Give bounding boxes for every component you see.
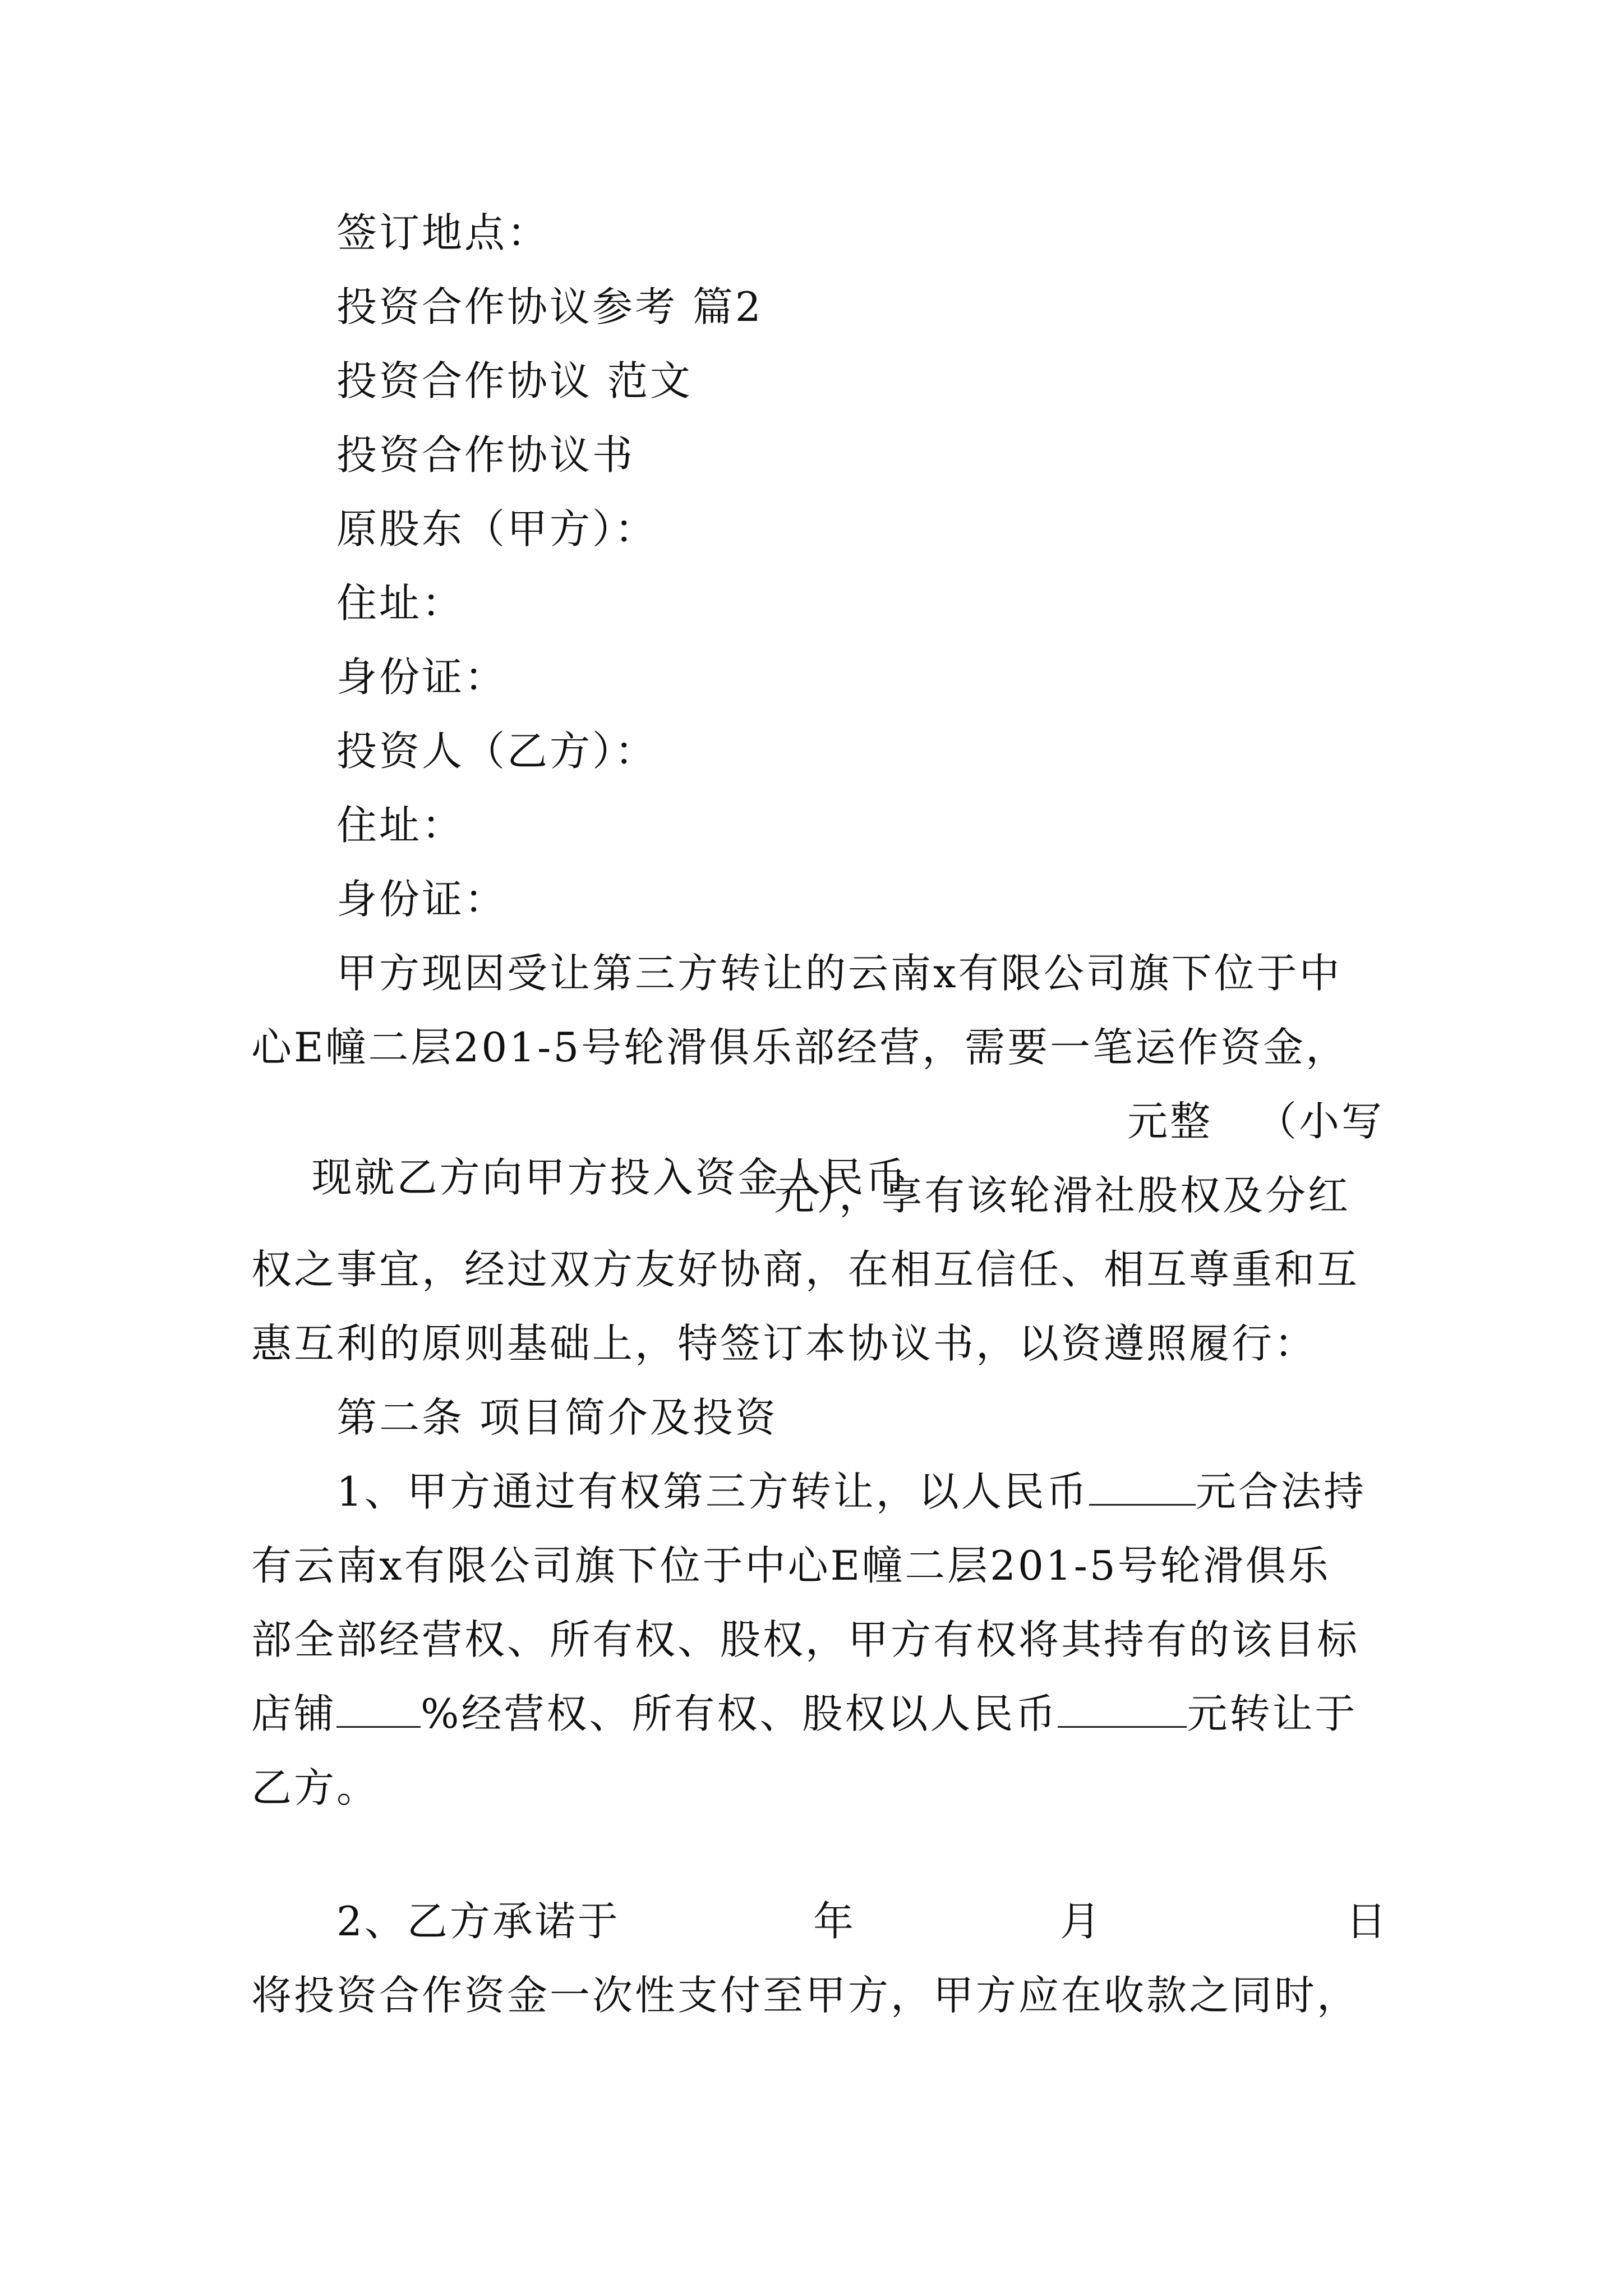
- percent-blank[interactable]: [336, 1687, 421, 1728]
- agreement-title: 投资合作协议书: [336, 431, 635, 478]
- party-b-label: 投资人（乙方）：: [336, 728, 658, 775]
- party-b-id-label: 身份证：: [336, 876, 508, 923]
- price-blank[interactable]: [1058, 1687, 1187, 1728]
- day-label: 日: [1346, 1898, 1389, 1945]
- amount-unit-text: 元整: [1127, 1098, 1213, 1145]
- item-2-line-1-text: 2、乙方承诺于: [336, 1898, 620, 1945]
- amount-blank[interactable]: [1089, 1465, 1196, 1506]
- item-1-line-4-mid: %经营权、所有权、股权以人民币: [421, 1690, 1058, 1737]
- lowercase-label: （小写: [1256, 1098, 1385, 1145]
- party-a-id-label: 身份证：: [336, 654, 508, 701]
- party-a-address-label: 住址：: [336, 579, 465, 627]
- item-1-line-4-tail: 元转让于: [1187, 1690, 1358, 1737]
- section-title: 投资合作协议参考 篇2: [336, 283, 763, 330]
- party-b-address-label: 住址：: [336, 802, 465, 849]
- month-label: 月: [1060, 1898, 1103, 1945]
- paragraph-1-line-5: 权之事宜，经过双方友好协商，在相互信任、相互尊重和互: [251, 1246, 1360, 1293]
- item-1-line-1: [336, 1464, 1366, 1520]
- year-label: 年: [813, 1898, 856, 1945]
- paragraph-1-line-3-text: 现就乙方向甲方投入资金人民币: [311, 1154, 909, 1201]
- item-1-line-3: 部全部经营权、所有权、股权，甲方有权将其持有的该目标: [251, 1616, 1360, 1663]
- item-1-line-2: 有云南x有限公司旗下位于中心E幢二层201-5号轮滑俱乐: [251, 1542, 1331, 1589]
- subtitle: 投资合作协议 范文: [336, 357, 693, 404]
- paragraph-1-line-2: 心E幢二层201-5号轮滑俱乐部经营，需要一笔运作资金，: [251, 1024, 1349, 1071]
- item-1-line-5: 乙方。: [251, 1764, 380, 1811]
- article-2-title: 第二条 项目简介及投资: [336, 1394, 778, 1441]
- signing-place-label: 签订地点：: [336, 209, 550, 256]
- item-1-line-1-tail: 元合法持: [1195, 1468, 1366, 1515]
- item-1-line-4: [251, 1686, 1357, 1742]
- paragraph-1-line-1: 甲方现因受让第三方转让的云南x有限公司旗下位于中: [336, 950, 1342, 997]
- item-1-line-1-text: 1、甲方通过有权第三方转让，以人民币: [336, 1468, 1089, 1515]
- party-a-label: 原股东（甲方）：: [336, 505, 658, 553]
- item-1-line-4-text: 店铺: [251, 1690, 337, 1737]
- paragraph-1-line-6: 惠互利的原则基础上，特签订本协议书，以资遵照履行：: [251, 1320, 1317, 1367]
- item-2-line-2: 将投资合作资金一次性支付至甲方，甲方应在收款之同时，: [251, 1972, 1360, 2019]
- paragraph-1-line-4: 元），享有该轮滑社股权及分红: [774, 1172, 1351, 1219]
